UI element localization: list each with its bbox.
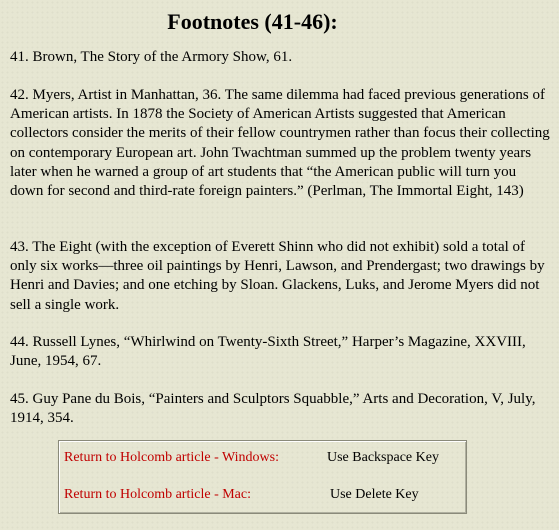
return-navigation-box [58, 440, 467, 514]
windows-key-hint: Use Backspace Key [327, 450, 439, 465]
footnote-43: 43. The Eight (with the exception of Everett Shinn who did not exhibit) sold a total of only six works—three oil paintings by Henri, Lawson, and Prendergast; two drawings by Henri and Davies; and one etching by Sloan. Glackens, Luks, and Jerome Myers did not sell a single work. [10, 239, 545, 313]
footnote-44: 44. Russell Lynes, “Whirlwind on Twenty-Sixth Street,” Harper’s Magazine, XXVIII, June, 1954, 67. [10, 334, 526, 370]
return-link-mac[interactable]: Return to Holcomb article - Mac: [64, 487, 251, 502]
footnote-42: 42. Myers, Artist in Manhattan, 36. The same dilemma had faced previous generations of American artists. In 1878 the Society of American Artists suggested that American collectors consider the merits of their fellow countrymen rather than focus their collecting on contemporary European art. John Twachtman summed up the problem twenty years later when he warned a group of art students that “the American public will turn you down for second and third-rate foreign painters.” (Perlman, The Immortal Eight, 143) [10, 87, 550, 200]
return-link-windows[interactable]: Return to Holcomb article - Windows: [64, 450, 279, 465]
page-title: Footnotes (41-46): [167, 9, 338, 34]
footnote-41: 41. Brown, The Story of the Armory Show, 61. [10, 49, 293, 65]
footnote-45: 45. Guy Pane du Bois, “Painters and Sculptors Squabble,” Arts and Decoration, V, July, 1914, 354. [10, 391, 536, 427]
mac-key-hint: Use Delete Key [330, 487, 419, 502]
